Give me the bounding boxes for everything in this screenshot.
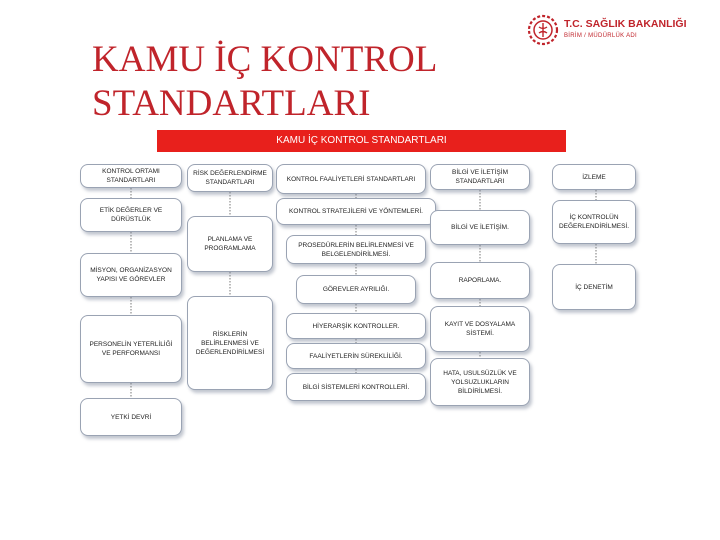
item-segregation-of-duties: GÖREVLER AYRILIĞI. bbox=[296, 275, 416, 304]
logo-title: T.C. SAĞLIK BAKANLIĞI bbox=[564, 18, 687, 30]
item-ethics-integrity: ETİK DEĞERLER VE DÜRÜSTLÜK bbox=[80, 198, 182, 232]
item-reporting-irregularities: HATA, USULSÜZLÜK VE YOLSUZLUKLARIN BİLDİRİLMESİ. bbox=[430, 358, 530, 406]
slide-title-line-2: STANDARTLARI bbox=[92, 83, 371, 124]
diagram-root-banner: KAMU İÇ KONTROL STANDARTLARI bbox=[157, 130, 566, 152]
item-risk-identification: RİSKLERİN BELİRLENMESİ VE DEĞERLENDİRİLMESİ bbox=[187, 296, 273, 390]
item-reporting: RAPORLAMA. bbox=[430, 262, 530, 299]
item-control-strategies: KONTROL STRATEJİLERİ VE YÖNTEMLERİ. bbox=[276, 198, 436, 225]
item-internal-control-evaluation: İÇ KONTROLÜN DEĞERLENDİRİLMESİ. bbox=[552, 200, 636, 244]
item-mission-organization: MİSYON, ORGANİZASYON YAPISI VE GÖREVLER bbox=[80, 253, 182, 297]
item-information-communication: BİLGİ VE İLETİŞİM. bbox=[430, 210, 530, 245]
item-hierarchical-controls: HİYERARŞİK KONTROLLER. bbox=[286, 313, 426, 339]
item-record-filing-system: KAYIT VE DOSYALAMA SİSTEMİ. bbox=[430, 306, 530, 352]
item-procedures: PROSEDÜRLERİN BELİRLENMESİ VE BELGELENDİRİLMESİ. bbox=[286, 235, 426, 264]
item-delegation-of-authority: YETKİ DEVRİ bbox=[80, 398, 182, 436]
column-header-control-environment: KONTROL ORTAMI STANDARTLARI bbox=[80, 164, 182, 188]
item-staff-competence: PERSONELİN YETERLİLİĞİ VE PERFORMANSI bbox=[80, 315, 182, 383]
column-header-risk-assessment: RİSK DEĞERLENDİRME STANDARTLARI bbox=[187, 164, 273, 192]
item-planning-programming: PLANLAMA VE PROGRAMLAMA bbox=[187, 216, 273, 272]
slide-title-line-1: KAMU İÇ KONTROL bbox=[92, 39, 438, 80]
column-header-control-activities: KONTROL FAALİYETLERİ STANDARTLARI bbox=[276, 164, 426, 194]
logo-subtitle: BİRİM / MÜDÜRLÜK ADI bbox=[564, 33, 638, 39]
column-header-monitoring: İZLEME bbox=[552, 164, 636, 190]
item-information-system-controls: BİLGİ SİSTEMLERİ KONTROLLERİ. bbox=[286, 373, 426, 401]
column-header-information-communication: BİLGİ VE İLETİŞİM STANDARTLARI bbox=[430, 164, 530, 190]
item-continuity-of-activities: FAALİYETLERİN SÜREKLİLİĞİ. bbox=[286, 343, 426, 369]
item-internal-audit: İÇ DENETİM bbox=[552, 264, 636, 310]
